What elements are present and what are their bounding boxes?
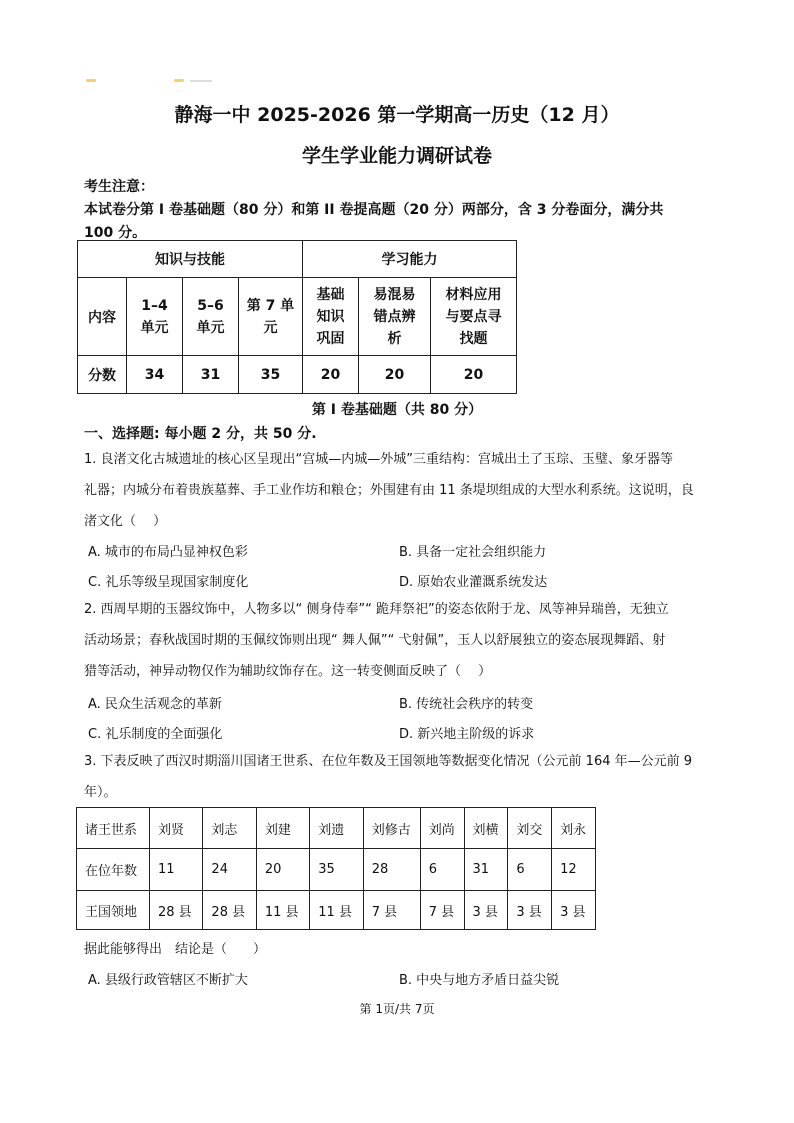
table-cell: 刘建	[256, 808, 309, 849]
col-header: 1–4 单元	[127, 278, 183, 356]
table-cell: 刘遗	[310, 808, 363, 849]
option-a[interactable]: A. 民众生活观念的革新	[88, 697, 222, 712]
score-cell: 20	[303, 356, 359, 394]
score-table	[77, 240, 517, 394]
question-line: 猎等活动，神异动物仅作为辅助纹饰存在。这一转变侧面反映了（ ）	[84, 664, 492, 679]
exam-title: 静海一中 2025-2026 第一学期高一历史（12 月）	[174, 104, 620, 126]
table-cell: 诸王世系	[77, 808, 150, 849]
col-header: 材料应用 与要点寻 找题	[431, 278, 517, 356]
group-ability: 学习能力	[303, 241, 517, 278]
row-label: 内容	[78, 278, 127, 356]
notice-line: 100 分。	[84, 225, 147, 241]
question-line: 年）。	[84, 785, 117, 800]
table-cell: 11 县	[256, 891, 309, 930]
header-decoration	[86, 79, 96, 82]
table-cell: 28 县	[203, 891, 256, 930]
table-cell: 刘横	[464, 808, 508, 849]
option-d[interactable]: D. 原始农业灌溉系统发达	[399, 575, 548, 590]
table-cell: 6	[508, 849, 552, 891]
notice-label: 考生注意：	[84, 179, 154, 195]
table-cell: 刘志	[203, 808, 256, 849]
question-line: 礼器；内城分布着贵族墓葬、手工业作坊和粮仓；外围建有由 11 条堤坝组成的大型水利系统。这说明，良	[84, 483, 694, 498]
notice-line: 本试卷分第 I 卷基础题（80 分）和第 II 卷提高题（20 分）两部分，含 3 分卷面分，满分共	[84, 202, 664, 218]
table-cell: 刘交	[508, 808, 552, 849]
option-a[interactable]: A. 县级行政管辖区不断扩大	[88, 973, 248, 988]
col-header: 5–6 单元	[183, 278, 239, 356]
group-knowledge: 知识与技能	[78, 241, 303, 278]
option-b[interactable]: B. 具备一定社会组织能力	[399, 545, 547, 560]
table-cell: 11 县	[310, 891, 363, 930]
table-cell: 11	[150, 849, 203, 891]
score-cell: 20	[359, 356, 431, 394]
score-cell: 34	[127, 356, 183, 394]
table-cell: 刘永	[552, 808, 596, 849]
table-cell: 刘贤	[150, 808, 203, 849]
table-cell: 20	[256, 849, 309, 891]
header-decoration	[190, 80, 212, 82]
header-decoration	[174, 79, 184, 82]
table-cell: 刘尚	[420, 808, 464, 849]
question-line: 渚文化（ ）	[84, 514, 167, 529]
score-cell: 35	[239, 356, 303, 394]
table-cell: 35	[310, 849, 363, 891]
col-header: 易混易 错点辨 析	[359, 278, 431, 356]
section-heading: 一、选择题: 每小题 2 分，共 50 分.	[84, 426, 317, 442]
table-cell: 24	[203, 849, 256, 891]
row-label: 分数	[78, 356, 127, 394]
table-cell: 在位年数	[77, 849, 150, 891]
table-cell: 3 县	[552, 891, 596, 930]
table-cell: 7 县	[363, 891, 420, 930]
score-cell: 20	[431, 356, 517, 394]
table-cell: 6	[420, 849, 464, 891]
table-cell: 7 县	[420, 891, 464, 930]
option-b[interactable]: B. 传统社会秩序的转变	[399, 697, 534, 712]
question-3	[84, 746, 714, 808]
question-2	[84, 594, 714, 687]
table-cell: 12	[552, 849, 596, 891]
question-line: 3. 下表反映了西汉时期淄川国诸王世系、在位年数及王国领地等数据变化情况（公元前 164 年—公元前 9	[84, 754, 693, 769]
table-cell: 28	[363, 849, 420, 891]
table-cell: 王国领地	[77, 891, 150, 930]
score-cell: 31	[183, 356, 239, 394]
table-cell: 刘修古	[363, 808, 420, 849]
question-line: 活动场景；春秋战国时期的玉佩纹饰则出现“ 舞人佩”“ 弋射佩”，玉人以舒展独立的姿态展现舞蹈、射	[84, 633, 666, 648]
question-line: 1. 良渚文化古城遗址的核心区呈现出“宫城—内城—外城”三重结构：宫城出土了玉琮、玉璧、象牙器等	[84, 452, 674, 467]
option-b[interactable]: B. 中央与地方矛盾日益尖锐	[399, 973, 560, 988]
option-c[interactable]: C. 礼乐制度的全面强化	[88, 727, 223, 742]
option-d[interactable]: D. 新兴地主阶级的诉求	[399, 727, 535, 742]
question-1	[84, 444, 714, 537]
table-cell: 3 县	[508, 891, 552, 930]
page-number: 第 1页/共 7页	[359, 1002, 435, 1016]
col-header: 基础 知识 巩固	[303, 278, 359, 356]
option-a[interactable]: A. 城市的布局凸显神权色彩	[88, 545, 248, 560]
question-line: 据此能够得出 结论是（ ）	[84, 942, 267, 957]
exam-subtitle: 学生学业能力调研试卷	[301, 145, 492, 167]
table-cell: 28 县	[150, 891, 203, 930]
question-line: 2. 西周早期的玉器纹饰中，人物多以“ 侧身侍奉”“ 跪拜祭祀”的姿态依附于龙、凤等神异瑞兽，无独立	[84, 602, 669, 617]
col-header: 第 7 单 元	[239, 278, 303, 356]
option-c[interactable]: C. 礼乐等级呈现国家制度化	[88, 575, 249, 590]
table-cell: 3 县	[464, 891, 508, 930]
section-title: 第 I 卷基础题（共 80 分）	[311, 402, 483, 418]
table-cell: 31	[464, 849, 508, 891]
kings-table	[76, 807, 596, 930]
